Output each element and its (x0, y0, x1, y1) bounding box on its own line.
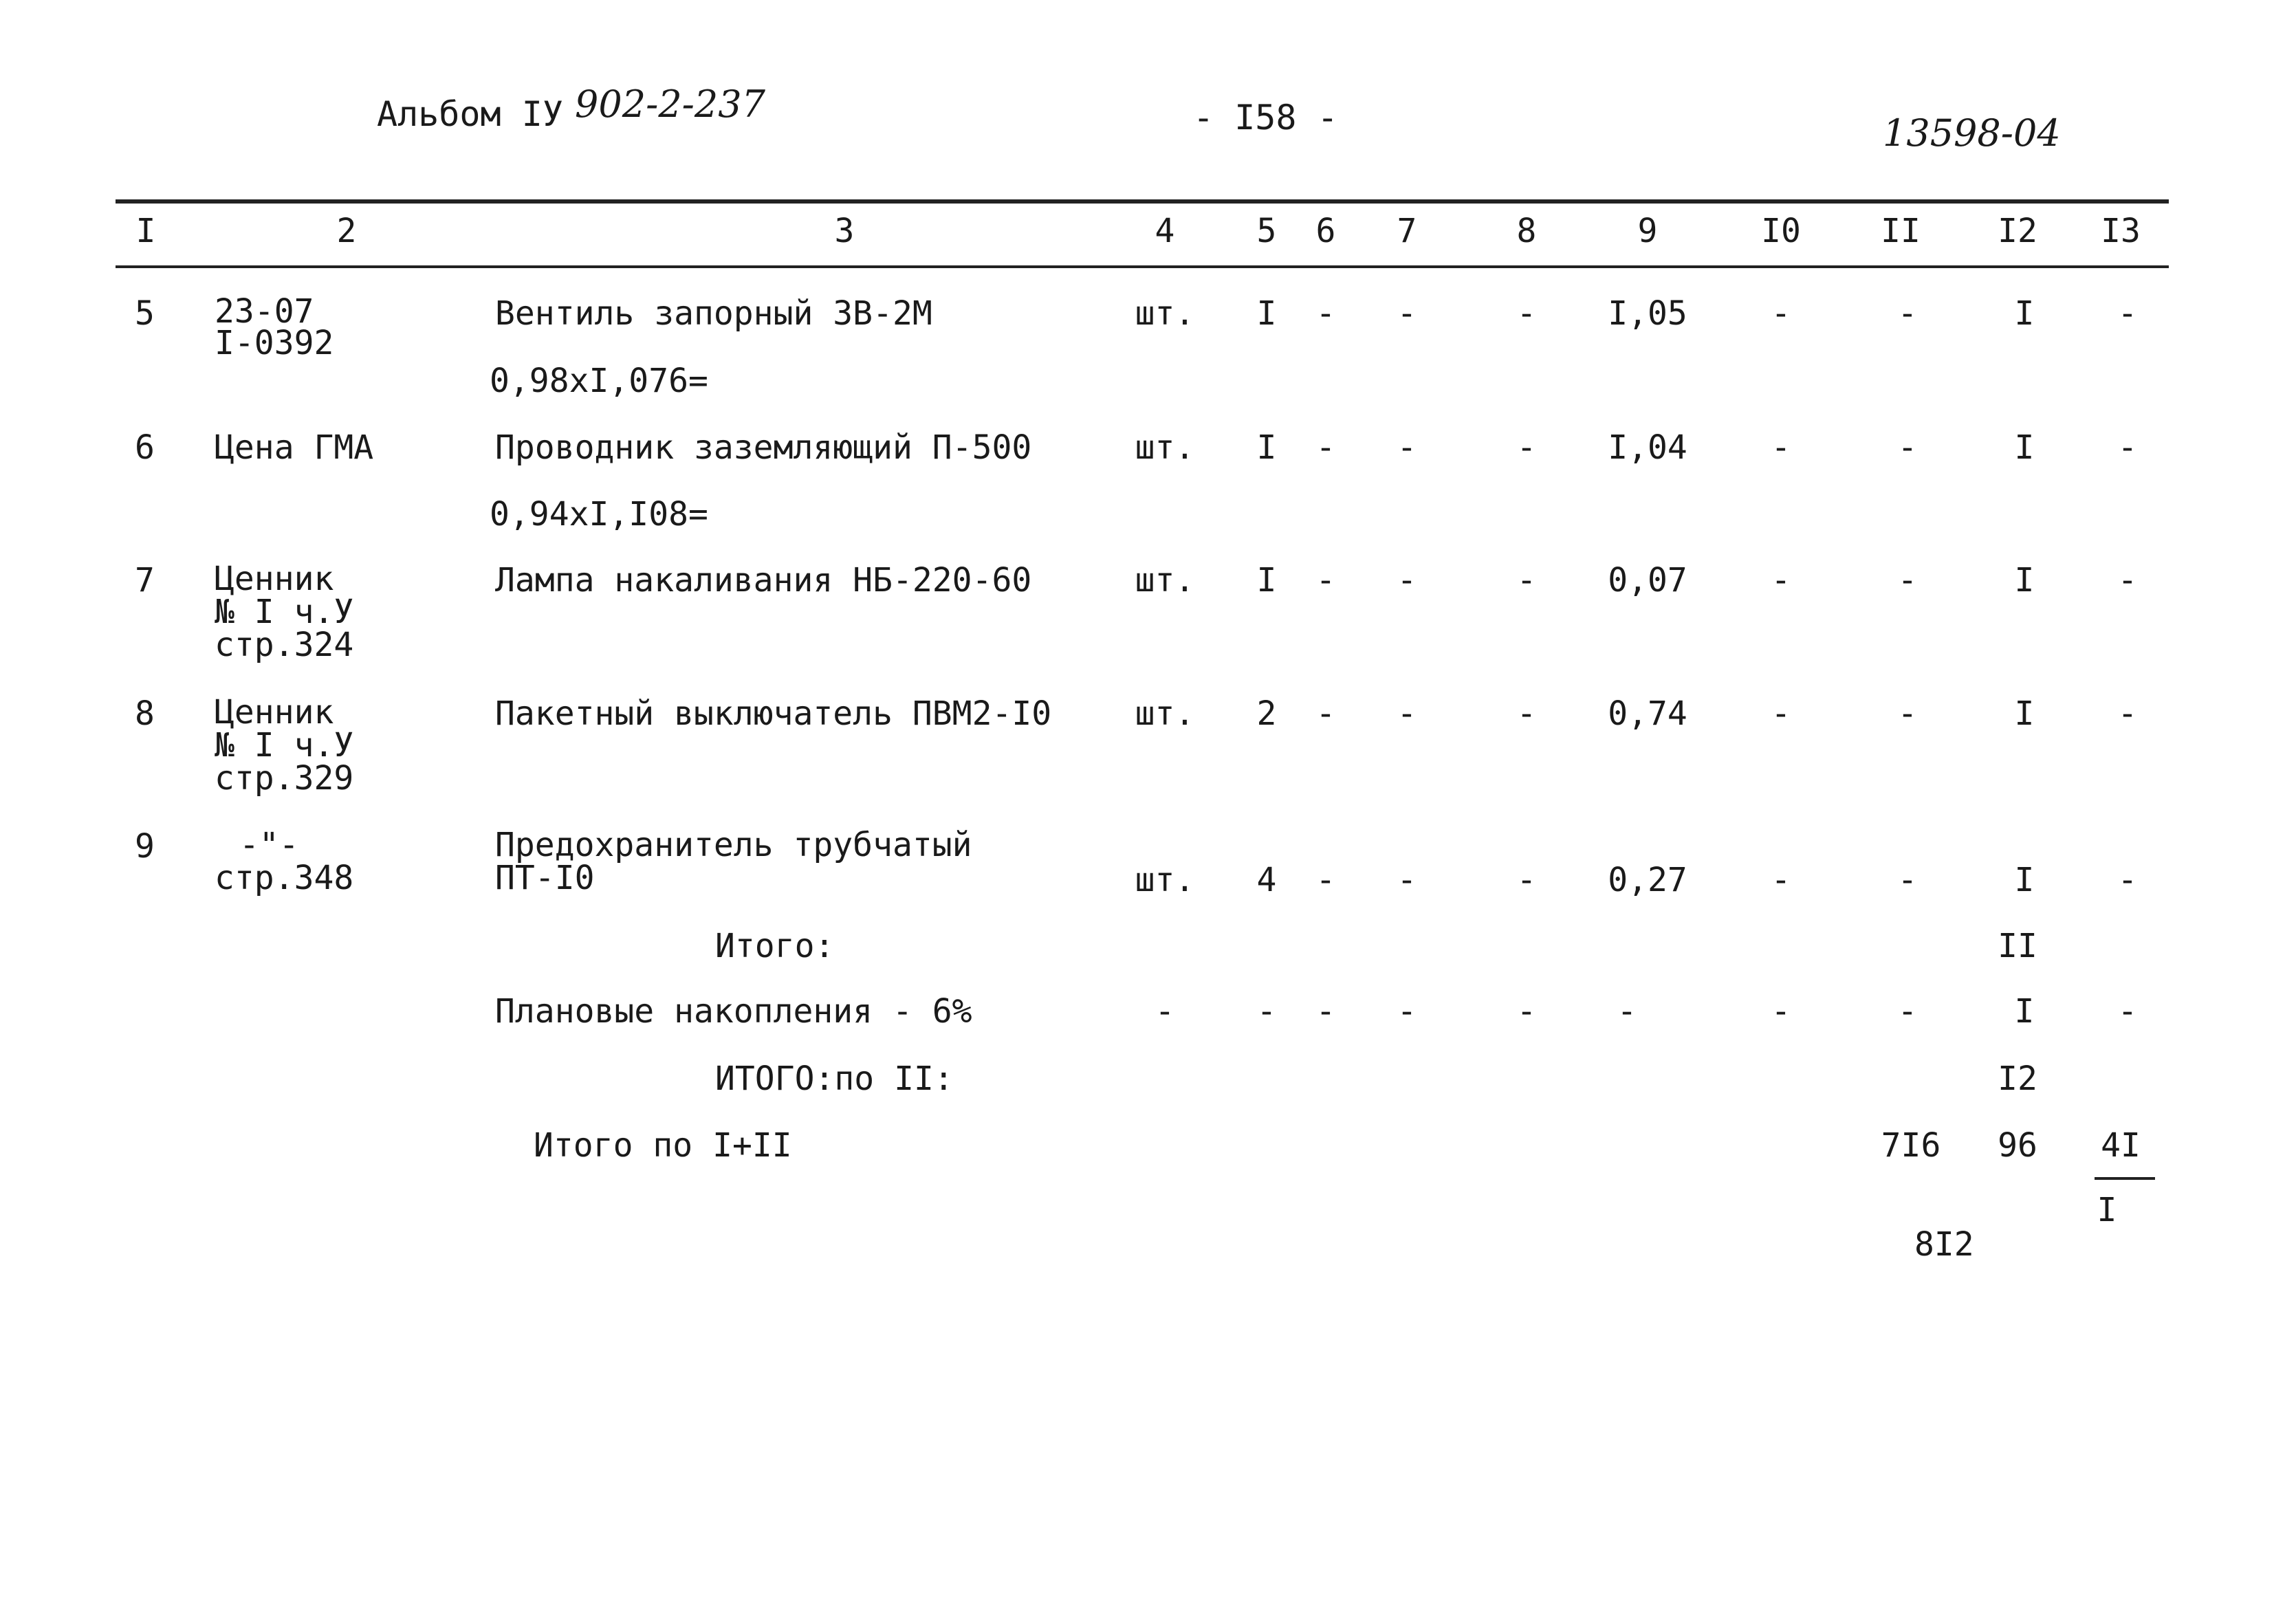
cell: - (1897, 861, 1918, 899)
page-number: - I58 - (1193, 98, 1338, 138)
item-calculation: 0,94xI,I08= (490, 495, 708, 534)
item-calculation: 0,98xI,076= (490, 362, 708, 400)
cell: - (1397, 294, 1417, 333)
cell: - (1397, 992, 1417, 1031)
cell: - (1771, 561, 1791, 600)
price-reference (215, 693, 354, 798)
cell: - (1397, 861, 1417, 899)
cell-value: I,04 (1608, 428, 1687, 467)
itogo-label: Итого: (715, 927, 835, 965)
cell-value: I (2014, 694, 2035, 733)
column-header: 8 (1516, 212, 1537, 250)
column-header: I (135, 212, 156, 250)
cell: - (1315, 561, 1336, 600)
grand-total: 8I2 (1914, 1225, 1974, 1264)
quantity: 2 (1256, 694, 1277, 733)
item-name-line: ПТ-I0 (495, 859, 595, 897)
column-header: I0 (1761, 212, 1801, 250)
cell: - (1397, 428, 1417, 467)
price-reference (215, 826, 354, 897)
cell: - (1516, 694, 1537, 733)
column-header: I2 (1998, 212, 2037, 250)
planned-savings-value: I (2014, 992, 2035, 1031)
itogo-part2-label: ИТОГО:по II: (715, 1060, 954, 1098)
cell: - (1897, 694, 1918, 733)
cell: - (1771, 861, 1791, 899)
column-header: 5 (1256, 212, 1277, 250)
cell: - (1516, 428, 1537, 467)
quantity: I (1256, 561, 1277, 600)
price-reference (215, 292, 334, 362)
column-header: I3 (2101, 212, 2141, 250)
item-name (495, 826, 972, 897)
cell: - (1516, 561, 1537, 600)
column-header: 3 (834, 212, 855, 250)
price-reference-line: Ценник (215, 693, 334, 732)
cell: - (2117, 992, 2138, 1031)
cell-value: 0,27 (1608, 861, 1687, 899)
cell: - (1897, 428, 1918, 467)
cell: - (1771, 294, 1791, 333)
price-reference: Цена ГМА (215, 428, 374, 467)
column-header: 9 (1637, 212, 1658, 250)
cell-value: I (2014, 861, 2035, 899)
cell: - (2117, 861, 2138, 899)
price-reference-line: № I ч.У (215, 593, 354, 631)
cell: - (1256, 992, 1277, 1031)
itogo-value: II (1998, 927, 2037, 965)
cell: - (1397, 561, 1417, 600)
itogo-i-ii-col12: 96 (1998, 1126, 2037, 1165)
item-name: Вентиль запорный ЗВ-2М (495, 294, 932, 333)
quantity: I (1256, 294, 1277, 333)
fraction-line (2095, 1177, 2155, 1180)
cell: - (1315, 694, 1336, 733)
cell: - (2117, 428, 2138, 467)
item-name: Пакетный выключатель ПВМ2-I0 (495, 694, 1052, 733)
album-code: 902-2-237 (575, 83, 765, 126)
cell: - (1315, 428, 1336, 467)
cell-value: 0,07 (1608, 561, 1687, 600)
table-top-rule (116, 199, 2169, 204)
cell: - (1516, 992, 1537, 1031)
column-header: 7 (1397, 212, 1417, 250)
column-header: II (1881, 212, 1921, 250)
row-number: 7 (135, 561, 155, 600)
unit: шт. (1135, 428, 1195, 467)
cell: - (1315, 294, 1336, 333)
itogo-part2-value: I2 (1998, 1060, 2037, 1098)
item-name-line: Предохранитель трубчатый (495, 826, 972, 864)
price-reference-line: 23-07 (215, 292, 314, 331)
cell-value: 0,74 (1608, 694, 1687, 733)
price-reference (215, 560, 354, 664)
cell-value: I (2014, 428, 2035, 467)
header-bottom-rule (116, 265, 2169, 268)
cell: - (1771, 428, 1791, 467)
planned-savings-label: Плановые накопления - 6% (495, 992, 972, 1031)
cell: - (1516, 861, 1537, 899)
unit: шт. (1135, 294, 1195, 333)
column-header: 4 (1155, 212, 1175, 250)
itogo-i-ii-col13: 4I (2101, 1126, 2141, 1165)
row-number: 9 (135, 827, 155, 866)
cell: - (1617, 992, 1637, 1031)
unit: шт. (1135, 694, 1195, 733)
unit: шт. (1135, 561, 1195, 600)
cell: - (1516, 294, 1537, 333)
row-number: 8 (135, 694, 155, 733)
cell: - (2117, 694, 2138, 733)
price-reference-line: Ценник (215, 560, 334, 598)
item-name: Лампа накаливания НБ-220-60 (495, 561, 1032, 600)
cell: - (1315, 861, 1336, 899)
itogo-i-ii-col13-sub: I (2097, 1191, 2117, 1229)
cell: - (1155, 992, 1175, 1031)
price-reference-line: стр.348 (215, 859, 354, 897)
price-reference-line: -"- (239, 826, 299, 864)
document-number: 13598-04 (1883, 111, 2061, 155)
itogo-i-ii-col11: 7I6 (1881, 1126, 1941, 1165)
price-reference-line: № I ч.У (215, 726, 354, 765)
column-header: 2 (336, 212, 357, 250)
row-number: 5 (135, 294, 155, 333)
cell-value: I (2014, 561, 2035, 600)
price-reference-line: I-0392 (215, 324, 334, 362)
cell: - (1897, 294, 1918, 333)
price-reference-line: стр.324 (215, 626, 354, 664)
unit: шт. (1135, 861, 1195, 899)
item-name: Проводник заземляющий П-500 (495, 428, 1032, 467)
quantity: 4 (1256, 861, 1277, 899)
cell-value: I (2014, 294, 2035, 333)
cell: - (1397, 694, 1417, 733)
cell: - (2117, 294, 2138, 333)
row-number: 6 (135, 428, 155, 467)
column-header: 6 (1315, 212, 1336, 250)
cell: - (1771, 694, 1791, 733)
cell-value: I,05 (1608, 294, 1687, 333)
quantity: I (1256, 428, 1277, 467)
album-label: Альбом IУ (377, 94, 563, 134)
cell: - (1315, 992, 1336, 1031)
price-reference-line: стр.329 (215, 759, 354, 798)
cell: - (1771, 992, 1791, 1031)
cell: - (2117, 561, 2138, 600)
cell: - (1897, 561, 1918, 600)
cell: - (1897, 992, 1918, 1031)
itogo-i-ii-label: Итого по I+II (534, 1126, 792, 1165)
